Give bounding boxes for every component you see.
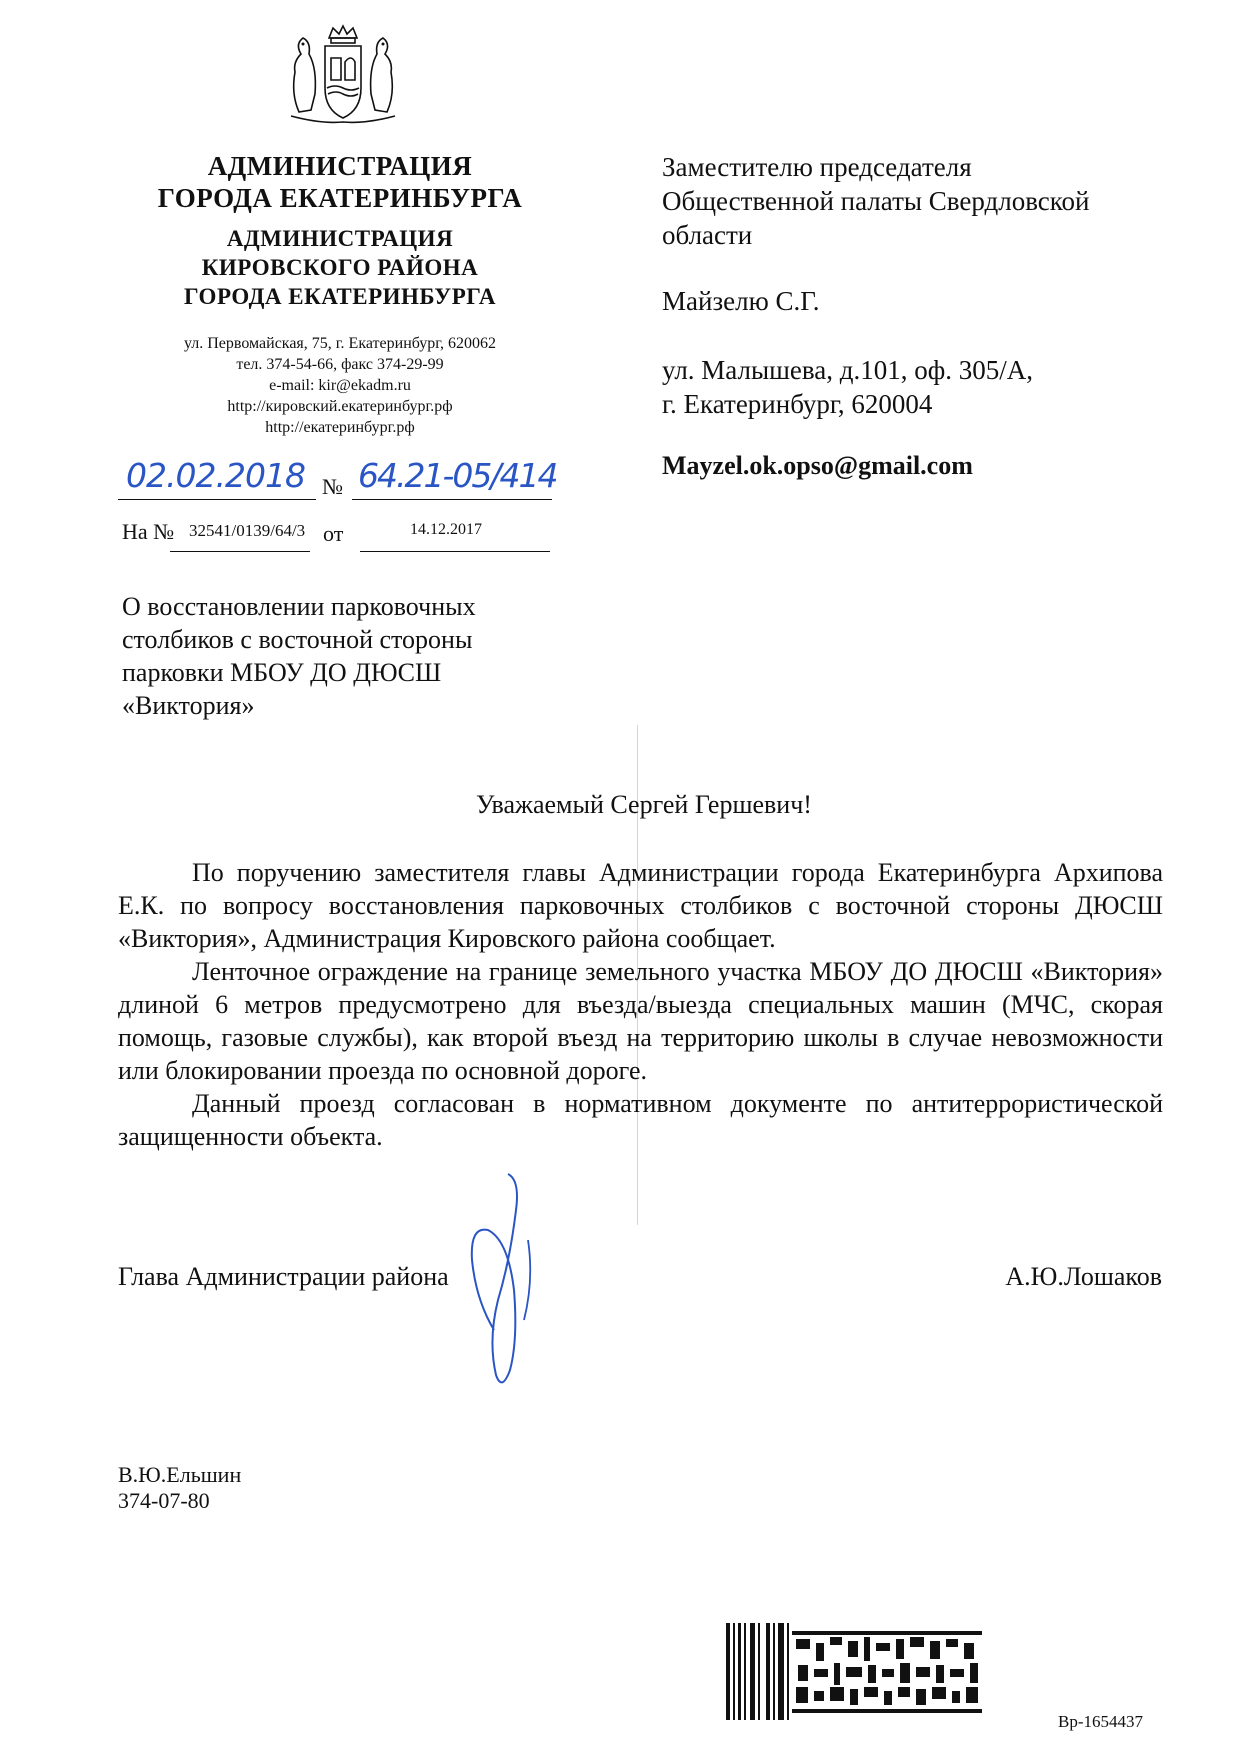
executor-phone: 374-07-80: [118, 1488, 210, 1513]
contact-phone: тел. 374-54-66, факс 374-29-99: [236, 356, 444, 373]
coat-of-arms-icon: [281, 24, 405, 128]
recipient-address-line-2: г. Екатеринбург, 620004: [662, 389, 933, 419]
dept-name-line-1: АДМИНИСТРАЦИЯ: [226, 226, 454, 251]
subject-line-4: «Виктория»: [122, 691, 255, 720]
barcode-number: Вр-1654437: [1058, 1712, 1143, 1731]
subject-line-1: О восстановлении парковочных: [122, 592, 476, 621]
reply-number-underline: [170, 551, 310, 552]
reply-date-underline: [360, 551, 550, 552]
org-name-line-2: ГОРОДА ЕКАТЕРИНБУРГА: [157, 183, 523, 213]
recipient-name: Майзелю С.Г.: [662, 286, 820, 316]
executor-block: [118, 1462, 241, 1514]
body-paragraph-3: Данный проезд согласован в нормативном документе по антитеррористической защищенности объекта.: [118, 1089, 1163, 1151]
recipient-block: [662, 150, 1162, 318]
date-underline: [118, 499, 316, 500]
contact-site-1: http://кировский.екатеринбург.рф: [227, 398, 453, 415]
subject-line-2: столбиков с восточной стороны: [122, 625, 473, 654]
greeting: Уважаемый Сергей Гершевич!: [476, 790, 812, 819]
letter-subject: [122, 590, 552, 722]
barcode-icon: [726, 1623, 991, 1720]
recipient-line-1: Заместителю председателя: [662, 152, 972, 182]
subject-line-3: парковки МБОУ ДО ДЮСШ: [122, 658, 442, 687]
dept-name-line-3: ГОРОДА ЕКАТЕРИНБУРГА: [184, 284, 496, 309]
contact-email: e-mail: kir@ekadm.ru: [269, 377, 411, 394]
recipient-email: Mayzel.ok.opso@gmail.com: [662, 451, 973, 480]
dept-name: [90, 224, 590, 311]
executor-name: В.Ю.Ельшин: [118, 1462, 242, 1487]
reply-to-label: На №: [122, 519, 175, 544]
registration-number: 64.21-05/414: [358, 456, 557, 495]
reply-to-date: 14.12.2017: [410, 521, 482, 538]
number-sign: №: [322, 474, 343, 499]
dept-name-line-2: КИРОВСКОГО РАЙОНА: [201, 255, 479, 280]
contact-address: ул. Первомайская, 75, г. Екатеринбург, 620062: [183, 335, 497, 352]
recipient-address-line-1: ул. Малышева, д.101, оф. 305/А,: [662, 355, 1034, 385]
org-name-line-1: АДМИНИСТРАЦИЯ: [207, 151, 473, 181]
signatory-title: Глава Администрации района: [118, 1262, 449, 1291]
contacts-block: [110, 333, 570, 438]
reply-from-label: от: [323, 521, 344, 546]
body-paragraph-2: Ленточное ограждение на границе земельного участка МБОУ ДО ДЮСШ «Виктория» длиной 6 метров предусмотрено для въезда/выезда специальных машин (МЧС, скорая помощь, газовые службы), как второй въезд на территорию школы в случае невозможности или блокировании проезда по основной дороге.: [118, 957, 1163, 1085]
letter-body: [118, 856, 1163, 1153]
org-name: [90, 150, 590, 214]
body-paragraph-1: По поручению заместителя главы Администрации города Екатеринбурга Архипова Е.К. по вопросу восстановления парковочных столбиков с восточной стороны ДЮСШ «Виктория», Администрация Кировского района сообщает.: [118, 858, 1163, 953]
recipient-line-2: Общественной палаты Свердловской: [662, 186, 1090, 216]
recipient-address: [662, 353, 1162, 421]
registration-date: 02.02.2018: [126, 456, 305, 495]
handwritten-signature-icon: [458, 1170, 553, 1395]
signatory-name: А.Ю.Лошаков: [1005, 1262, 1162, 1291]
recipient-line-3: области: [662, 220, 753, 250]
number-underline: [352, 499, 552, 500]
contact-site-2: http://екатеринбург.рф: [265, 419, 415, 436]
reply-to-number: 32541/0139/64/3: [189, 521, 306, 540]
